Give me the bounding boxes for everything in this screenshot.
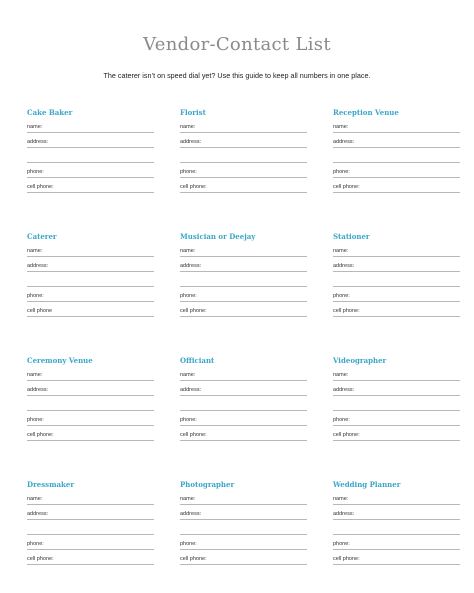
field-label: name: (180, 496, 196, 502)
address-field[interactable] (333, 261, 460, 272)
phone-field[interactable] (27, 415, 154, 426)
field-label: name: (180, 124, 196, 130)
address-line-2[interactable] (333, 152, 460, 163)
vendor-title: Photographer (180, 480, 235, 489)
field-label: name: (333, 124, 349, 130)
address-line-2[interactable] (333, 400, 460, 411)
vendor-block-caterer (27, 231, 154, 321)
field-label: name: (180, 372, 196, 378)
vendor-block-ceremony-venue (27, 355, 154, 445)
field-label: address: (333, 139, 355, 145)
field-label: phone: (180, 541, 197, 547)
cell-phone-field[interactable] (180, 306, 307, 317)
field-label: name: (27, 496, 43, 502)
name-field[interactable] (27, 122, 154, 133)
cell-phone-field[interactable] (333, 182, 460, 193)
name-field[interactable] (180, 246, 307, 257)
address-field[interactable] (27, 137, 154, 148)
field-label: phone: (27, 541, 44, 547)
vendor-title: Ceremony Venue (27, 356, 93, 365)
address-field[interactable] (180, 261, 307, 272)
name-field[interactable] (180, 122, 307, 133)
cell-phone-field[interactable] (333, 554, 460, 565)
cell-phone-field[interactable] (333, 306, 460, 317)
field-label: name: (180, 248, 196, 254)
address-field[interactable] (27, 509, 154, 520)
address-line-2[interactable] (180, 276, 307, 287)
vendor-title: Caterer (27, 232, 57, 241)
field-label: address: (180, 139, 202, 145)
field-label: cell phone: (333, 308, 360, 314)
field-label: address: (333, 263, 355, 269)
address-field[interactable] (180, 137, 307, 148)
vendor-block-florist (180, 107, 307, 197)
vendor-title: Stationer (333, 232, 370, 241)
vendor-block-videographer (333, 355, 460, 445)
field-label: cell phone: (333, 432, 360, 438)
vendor-block-dressmaker (27, 479, 154, 569)
field-label: address: (27, 263, 49, 269)
phone-field[interactable] (333, 291, 460, 302)
field-label: name: (27, 372, 43, 378)
name-field[interactable] (333, 122, 460, 133)
phone-field[interactable] (333, 415, 460, 426)
field-label: address: (27, 511, 49, 517)
field-label: phone: (180, 169, 197, 175)
field-label: cell phone: (333, 556, 360, 562)
address-line-2[interactable] (180, 152, 307, 163)
field-label: phone: (27, 169, 44, 175)
field-label: address: (27, 139, 49, 145)
address-line-2[interactable] (27, 276, 154, 287)
vendor-block-officiant (180, 355, 307, 445)
field-label: phone: (27, 417, 44, 423)
name-field[interactable] (27, 370, 154, 381)
address-field[interactable] (333, 509, 460, 520)
vendor-title: Florist (180, 108, 206, 117)
address-field[interactable] (27, 385, 154, 396)
vendor-block-stationer (333, 231, 460, 321)
address-line-2[interactable] (333, 276, 460, 287)
cell-phone-field[interactable] (180, 182, 307, 193)
field-label: name: (27, 248, 43, 254)
field-label: name: (333, 496, 349, 502)
vendor-title: Reception Venue (333, 108, 399, 117)
field-label: phone: (333, 293, 350, 299)
phone-field[interactable] (180, 415, 307, 426)
name-field[interactable] (180, 370, 307, 381)
field-label: cell phone: (180, 432, 207, 438)
vendor-title: Wedding Planner (333, 480, 401, 489)
address-line-2[interactable] (27, 524, 154, 535)
field-label: phone: (180, 417, 197, 423)
field-label: cell phone: (180, 556, 207, 562)
field-label: address: (333, 511, 355, 517)
address-field[interactable] (333, 137, 460, 148)
field-label: cell phone: (333, 184, 360, 190)
field-label: phone: (27, 293, 44, 299)
address-line-2[interactable] (27, 152, 154, 163)
cell-phone-field[interactable] (180, 430, 307, 441)
page-title: Vendor-Contact List (143, 34, 331, 55)
cell-phone-field[interactable] (27, 306, 154, 317)
vendor-block-wedding-planner (333, 479, 460, 569)
vendor-block-cake-baker (27, 107, 154, 197)
address-line-2[interactable] (27, 400, 154, 411)
vendor-block-reception-venue (333, 107, 460, 197)
page-subtitle: The caterer isn’t on speed dial yet? Use this guide to keep all numbers in one place. (103, 71, 371, 80)
field-label: address: (180, 511, 202, 517)
name-field[interactable] (333, 494, 460, 505)
field-label: phone: (333, 417, 350, 423)
phone-field[interactable] (180, 291, 307, 302)
field-label: cell phone: (27, 184, 54, 190)
vendor-title: Dressmaker (27, 480, 75, 489)
name-field[interactable] (27, 494, 154, 505)
vendor-grid (27, 107, 457, 577)
phone-field[interactable] (27, 291, 154, 302)
name-field[interactable] (27, 246, 154, 257)
phone-field[interactable] (180, 167, 307, 178)
field-label: name: (333, 372, 349, 378)
name-field[interactable] (180, 494, 307, 505)
field-label: cell phone: (180, 308, 207, 314)
field-label: phone: (180, 293, 197, 299)
address-field[interactable] (27, 261, 154, 272)
cell-phone-field[interactable] (27, 554, 154, 565)
vendor-title: Officiant (180, 356, 215, 365)
field-label: address: (180, 263, 202, 269)
field-label: cell phone (27, 308, 53, 314)
phone-field[interactable] (27, 539, 154, 550)
field-label: address: (27, 387, 49, 393)
vendor-title: Musician or Deejay (180, 232, 256, 241)
phone-field[interactable] (333, 167, 460, 178)
phone-field[interactable] (27, 167, 154, 178)
vendor-title: Cake Baker (27, 108, 73, 117)
field-label: phone: (333, 169, 350, 175)
field-label: cell phone: (27, 556, 54, 562)
address-field[interactable] (180, 385, 307, 396)
cell-phone-field[interactable] (27, 182, 154, 193)
field-label: cell phone: (180, 184, 207, 190)
field-label: address: (180, 387, 202, 393)
cell-phone-field[interactable] (180, 554, 307, 565)
cell-phone-field[interactable] (333, 430, 460, 441)
address-line-2[interactable] (180, 524, 307, 535)
vendor-title: Videographer (333, 356, 387, 365)
field-label: phone: (333, 541, 350, 547)
field-label: address: (333, 387, 355, 393)
field-label: cell phone: (27, 432, 54, 438)
vendor-block-musician-or-deejay (180, 231, 307, 321)
field-label: name: (27, 124, 43, 130)
name-field[interactable] (333, 370, 460, 381)
address-line-2[interactable] (180, 400, 307, 411)
cell-phone-field[interactable] (27, 430, 154, 441)
address-field[interactable] (180, 509, 307, 520)
address-line-2[interactable] (333, 524, 460, 535)
vendor-block-photographer (180, 479, 307, 569)
name-field[interactable] (333, 246, 460, 257)
phone-field[interactable] (333, 539, 460, 550)
phone-field[interactable] (180, 539, 307, 550)
field-label: name: (333, 248, 349, 254)
address-field[interactable] (333, 385, 460, 396)
